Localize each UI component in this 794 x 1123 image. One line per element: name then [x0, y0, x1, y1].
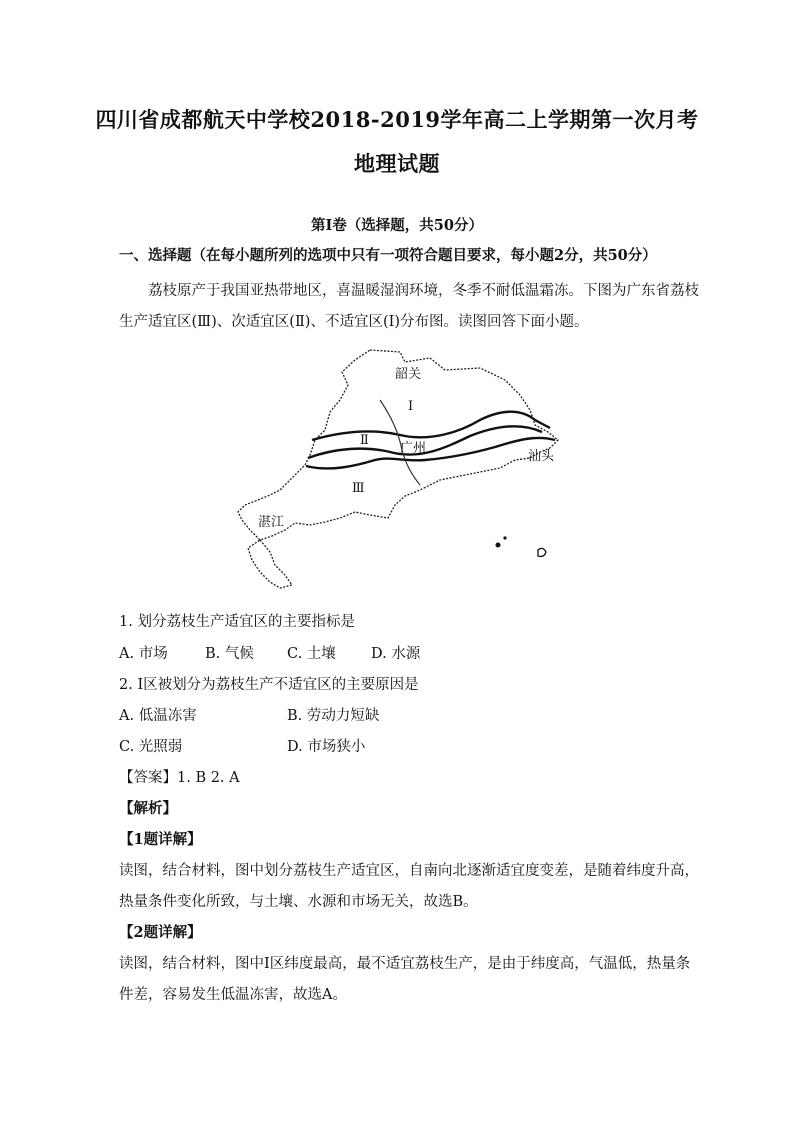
answer-line: 【答案】1. B 2. A: [119, 770, 240, 786]
detail-2-line2: 件差，容易发生低温冻害，故选A。: [119, 987, 347, 1003]
label-zone2: Ⅱ: [360, 433, 369, 448]
q2-option-a: A. 低温冻害: [119, 708, 197, 724]
question-2-stem: 2. Ⅰ区被划分为荔枝生产不适宜区的主要原因是: [119, 677, 419, 693]
guangdong-lychee-zone-map: [230, 340, 560, 592]
detail-1-line2: 热量条件变化所致，与土壤、水源和市场无关，故选B。: [119, 894, 478, 910]
q2-option-d: D. 市场狭小: [287, 739, 366, 755]
passage-line1: 荔枝原产于我国亚热带地区，喜温暖湿润环境，冬季不耐低温霜冻。下图为广东省荔枝: [148, 283, 699, 299]
detail-1-heading: 【1题详解】: [119, 831, 202, 848]
exam-title-line2: 地理试题: [354, 151, 440, 176]
island-shape: [538, 548, 546, 556]
passage-line2: 生产适宜区(Ⅲ)、次适宜区(Ⅱ)、不适宜区(Ⅰ)分布图。读图回答下面小题。: [119, 314, 589, 330]
leizhou-peninsula: [248, 540, 292, 588]
island-dot: [496, 543, 501, 548]
label-zone1: Ⅰ: [408, 399, 414, 414]
question-1-stem: 1. 划分荔枝生产适宜区的主要指标是: [119, 614, 355, 630]
boundary-line-lower: [306, 438, 555, 469]
part-title: 一、选择题（在每小题所列的选项中只有一项符合题目要求，每小题2分，共50分）: [119, 247, 657, 264]
label-zhanjiang: 湛江: [258, 515, 285, 530]
q1-option-d: D. 水源: [371, 646, 421, 662]
q1-option-b: B. 气候: [205, 646, 254, 662]
volume-title: 第I卷（选择题，共50分）: [311, 217, 483, 234]
analysis-label: 【解析】: [119, 800, 177, 817]
q2-option-b: B. 劳动力短缺: [287, 708, 380, 724]
island-dot: [503, 536, 506, 539]
label-zone3: Ⅲ: [352, 481, 365, 496]
detail-2-heading: 【2题详解】: [119, 924, 202, 941]
detail-1-line1: 读图，结合材料，图中划分荔枝生产适宜区，自南向北逐渐适宜度变差，是随着纬度升高，: [119, 863, 699, 879]
q1-option-c: C. 土壤: [287, 646, 336, 662]
label-shaoguan: 韶关: [395, 367, 422, 382]
label-shantou: 汕头: [528, 449, 555, 464]
exam-title-line1: 四川省成都航天中学校2018-2019学年高二上学期第一次月考: [95, 107, 699, 132]
q1-option-a: A. 市场: [119, 646, 168, 662]
label-guangzhou: 广州: [400, 441, 427, 456]
detail-2-line1: 读图，结合材料，图中Ⅰ区纬度最高，最不适宜荔枝生产，是由于纬度高，气温低，热量条: [119, 956, 691, 972]
q2-option-c: C. 光照弱: [119, 739, 183, 755]
